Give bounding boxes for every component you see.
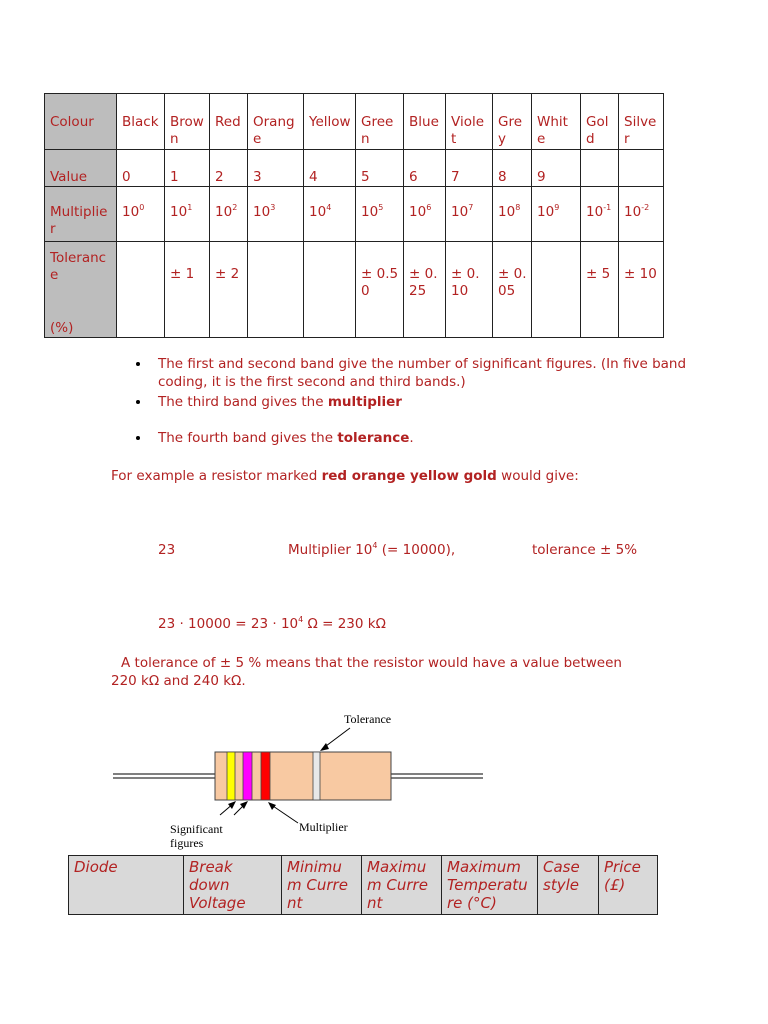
example-intro: For example a resistor marked red orange yellow gold would give: xyxy=(111,468,579,484)
band-red xyxy=(261,752,270,800)
value-label: Value xyxy=(45,150,117,187)
multiplier-cell: $10^0$ xyxy=(117,187,165,242)
tolerance-row xyxy=(45,242,664,338)
diode-header-cell: Price (£) xyxy=(599,856,658,915)
tolerance-cell: ± 0.25 xyxy=(404,242,446,338)
significant-label-line2: figures xyxy=(170,836,204,850)
colour-cell: Orange xyxy=(248,94,304,150)
multiplier-arrowhead xyxy=(268,802,276,810)
diode-header-cell: Case style xyxy=(538,856,599,915)
resistor-colour-table xyxy=(44,93,664,338)
value-cell: 1 xyxy=(165,150,210,187)
list-item: The first and second band give the number of significant figures. (In five band coding, it is the first second and third bands.) xyxy=(158,355,718,391)
value-cell: 6 xyxy=(404,150,446,187)
band-yellow xyxy=(227,752,235,800)
tolerance-cell: ± 1 xyxy=(165,242,210,338)
resistor-diagram xyxy=(100,705,500,855)
table-row xyxy=(69,856,658,915)
value-row xyxy=(45,150,664,187)
diode-header-cell: Maximum Temperature (°C) xyxy=(442,856,538,915)
value-cell: 2 xyxy=(210,150,248,187)
tolerance-cell xyxy=(532,242,581,338)
value-cell: 0 xyxy=(117,150,165,187)
multiplier-cell: $10^4$ xyxy=(304,187,356,242)
tolerance-cell: ± 10 xyxy=(619,242,664,338)
colour-cell: Red xyxy=(210,94,248,150)
example-equation: $23 \cdot 10000 = 23 \cdot 10^4$ Ω = 230 kΩ xyxy=(158,615,386,632)
colour-cell: Gold xyxy=(581,94,619,150)
multiplier-cell: $10^3$ xyxy=(248,187,304,242)
band-magenta xyxy=(243,752,252,800)
tolerance-cell: ± 0.05 xyxy=(493,242,532,338)
tolerance-cell: ± 0.50 xyxy=(356,242,404,338)
list-item: The third band gives the multiplier xyxy=(158,393,718,411)
multiplier-cell: $10^7$ xyxy=(446,187,493,242)
tolerance-label: Tolerance xyxy=(344,712,392,726)
value-cell: 3 xyxy=(248,150,304,187)
colour-cell: Yellow xyxy=(304,94,356,150)
diode-header-cell: Diode xyxy=(69,856,184,915)
colour-cell: Black xyxy=(117,94,165,150)
colour-cell: Blue xyxy=(404,94,446,150)
value-cell xyxy=(581,150,619,187)
multiplier-cell: $10^5$ xyxy=(356,187,404,242)
list-item: The fourth band gives the tolerance. xyxy=(158,429,718,447)
colour-cell: Green xyxy=(356,94,404,150)
multiplier-cell: $10^8$ xyxy=(493,187,532,242)
band-tolerance xyxy=(313,752,320,800)
tolerance-explanation: A tolerance of ± 5 % means that the resistor would have a value between 220 kΩ and 240 kΩ. xyxy=(111,655,622,689)
diode-table xyxy=(68,855,658,915)
diode-header-cell: Break down Voltage xyxy=(184,856,282,915)
notes-list xyxy=(112,355,718,447)
multiplier-cell: $10^2$ xyxy=(210,187,248,242)
value-cell: 8 xyxy=(493,150,532,187)
multiplier-cell: $10^9$ xyxy=(532,187,581,242)
diode-header-cell: Maximum Current xyxy=(362,856,442,915)
colour-cell: White xyxy=(532,94,581,150)
diode-header-cell: Minimum Current xyxy=(282,856,362,915)
multiplier-cell: $10^{-1}$ xyxy=(581,187,619,242)
tolerance-cell: ± 2 xyxy=(210,242,248,338)
multiplier-row xyxy=(45,187,664,242)
multiplier-cell: $10^6$ xyxy=(404,187,446,242)
value-cell: 9 xyxy=(532,150,581,187)
example-multiplier: Multiplier $10^4$ (= 10000), xyxy=(288,541,456,558)
tolerance-cell xyxy=(304,242,356,338)
colour-cell: Grey xyxy=(493,94,532,150)
multiplier-label: Multiplier xyxy=(45,187,117,242)
value-cell xyxy=(619,150,664,187)
colour-cell: Brown xyxy=(165,94,210,150)
significant-label-line1: Significant xyxy=(170,822,223,836)
example-tolerance: tolerance ± 5% xyxy=(532,542,638,558)
tolerance-label: Tolerance (%) xyxy=(45,242,117,338)
colour-label: Colour xyxy=(45,94,117,150)
colour-cell: Silver xyxy=(619,94,664,150)
colour-cell: Violet xyxy=(446,94,493,150)
tolerance-cell xyxy=(117,242,165,338)
resistor-body xyxy=(215,752,391,800)
value-cell: 5 xyxy=(356,150,404,187)
tolerance-cell: ± 0.10 xyxy=(446,242,493,338)
significant-arrowhead-1 xyxy=(228,801,236,809)
multiplier-cell: $10^{-2}$ xyxy=(619,187,664,242)
example-value: 23 xyxy=(158,542,176,558)
colour-row xyxy=(45,94,664,150)
tolerance-cell: ± 5 xyxy=(581,242,619,338)
value-cell: 4 xyxy=(304,150,356,187)
value-cell: 7 xyxy=(446,150,493,187)
tolerance-cell xyxy=(248,242,304,338)
multiplier-label: Multiplier xyxy=(299,820,348,834)
multiplier-cell: $10^1$ xyxy=(165,187,210,242)
